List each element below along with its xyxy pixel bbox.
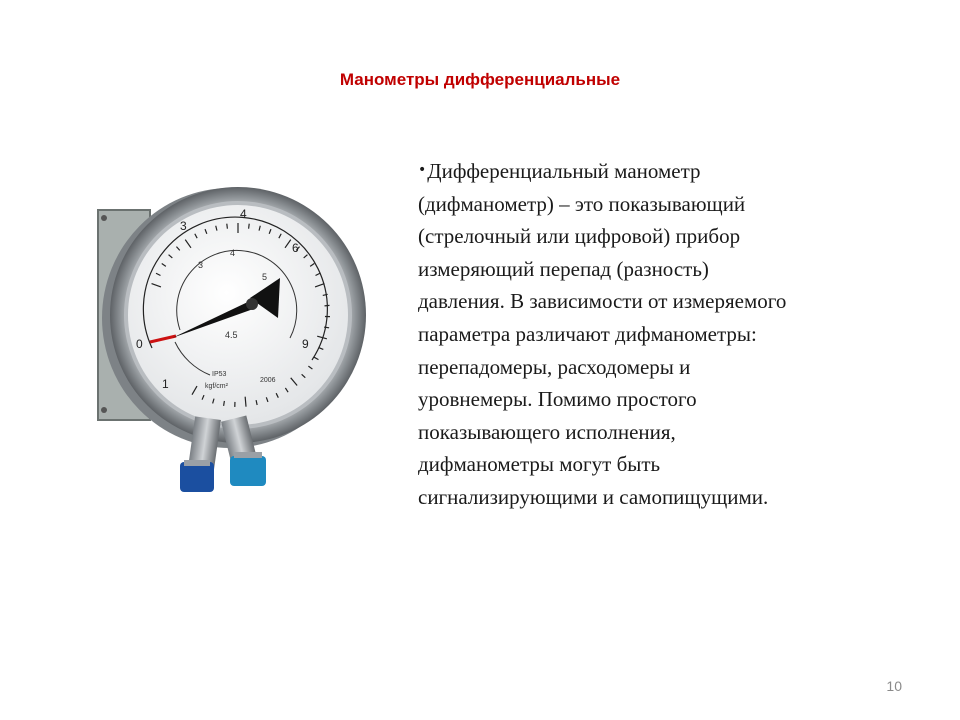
scale-label: 0 — [136, 337, 143, 351]
body-line: показывающего исполнения, — [418, 419, 676, 444]
scale-label: 4 — [240, 207, 247, 221]
slide-title: Манометры дифференциальные — [339, 70, 621, 89]
scale-label: 6 — [292, 241, 299, 255]
dial-tick — [224, 401, 225, 406]
body-line — [418, 154, 888, 188]
inner-scale-label: 5 — [262, 272, 268, 282]
inner-scale-label: 4 — [230, 248, 236, 258]
gauge-image — [80, 170, 370, 520]
dial-tick — [325, 305, 330, 306]
dial-text: IP53 — [212, 371, 227, 378]
scale-label: 9 — [302, 337, 309, 351]
body-line: (стрелочный или цифровой) прибор — [418, 224, 741, 249]
body-line: дифманометры могут быть — [418, 452, 661, 477]
dial-tick — [324, 327, 329, 328]
dial-text: 2006 — [260, 377, 276, 384]
inner-scale-label: 4.5 — [225, 330, 238, 340]
body-line: измеряющий перепад (разность) — [418, 256, 709, 281]
body-line: параметра различают дифманометры: — [418, 321, 757, 346]
scale-label: 1 — [162, 377, 169, 391]
inner-scale-label: 3 — [198, 260, 204, 270]
dial-tick — [249, 224, 250, 229]
body-line: уровнемеры. Помимо простого — [418, 387, 697, 412]
dial-text: kgf/cm² — [205, 383, 228, 390]
body-line-text: Дифференциальный манометр — [427, 159, 701, 183]
scale-label: 3 — [180, 219, 187, 233]
body-line: давления. В зависимости от измеряемого — [418, 289, 787, 314]
dial-tick — [227, 224, 228, 229]
page-number: 10 — [886, 678, 902, 694]
body-line: (дифманометр) – это показывающий — [418, 191, 746, 216]
bullet-icon: • — [418, 162, 427, 178]
body-line: перепадомеры, расходомеры и — [418, 354, 691, 379]
differential-pressure-gauge-icon — [80, 170, 370, 520]
body-line: сигнализирующими и самопищущими. — [418, 484, 769, 509]
slide-body-text — [418, 154, 888, 514]
